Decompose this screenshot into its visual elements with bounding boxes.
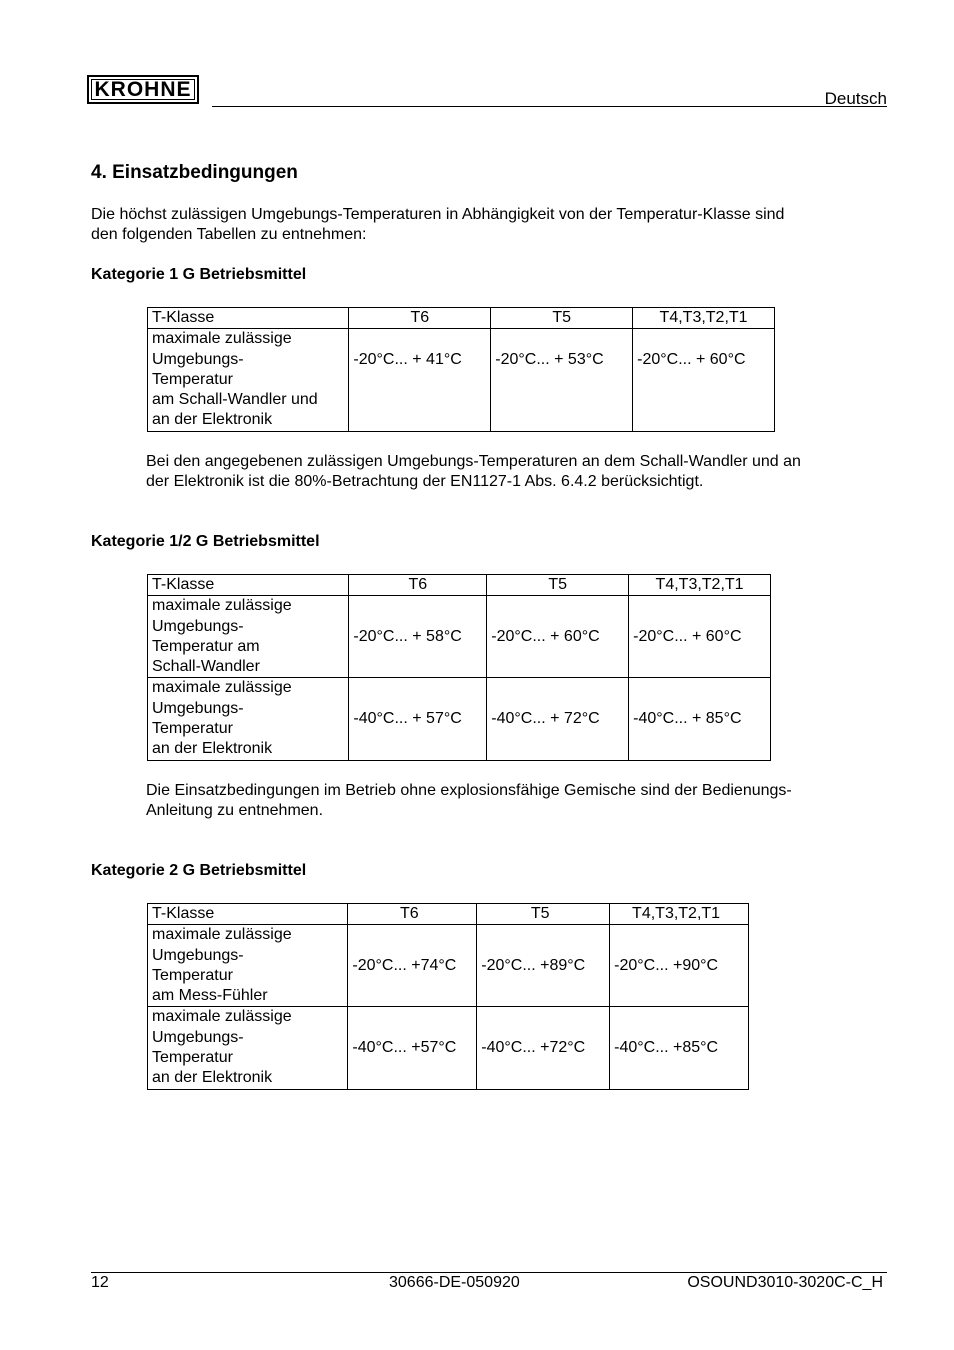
- table-row: [148, 329, 775, 431]
- table-row: [148, 678, 771, 760]
- header-cell: T5: [487, 575, 629, 596]
- category-2-table: [147, 903, 749, 1090]
- header-cell: T5: [477, 904, 610, 925]
- label-line: Temperatur: [152, 720, 233, 738]
- header-cell: T-Klasse: [148, 904, 348, 925]
- header-cell: T-Klasse: [148, 308, 349, 329]
- product-code: OSOUND3010-3020C-C_H: [687, 1274, 883, 1291]
- language-label: Deutsch: [824, 89, 887, 108]
- label-line: an der Elektronik: [152, 411, 273, 429]
- krohne-logo: [87, 75, 199, 104]
- note-line: der Elektronik ist die 80%-Betrachtung der EN1127-1 Abs. 6.4.2 berücksichtigt.: [146, 473, 704, 490]
- label-line: Umgebungs-: [152, 1028, 244, 1046]
- document-code: 30666-DE-050920: [389, 1274, 520, 1291]
- value-cell: -20°C... +74°C: [348, 925, 477, 1007]
- header-cell: T4,T3,T2,T1: [629, 575, 771, 596]
- value-cell: -20°C... + 41°C: [349, 329, 491, 431]
- label-line: maximale zulässige: [152, 926, 292, 944]
- value-cell: -40°C... + 85°C: [629, 678, 771, 760]
- value-cell: -20°C... + 53°C: [491, 329, 633, 431]
- row-label-cell: [148, 1007, 348, 1089]
- label-line: Umgebungs-: [152, 350, 244, 368]
- table-row: [148, 925, 749, 1007]
- category-1-2-note: [146, 781, 881, 821]
- table-header-row: [148, 575, 771, 596]
- label-line: maximale zulässige: [152, 597, 292, 615]
- section-title: 4. Einsatzbedingungen: [91, 162, 298, 183]
- category-1-2-table: [147, 574, 771, 761]
- value-cell: -20°C... +89°C: [477, 925, 610, 1007]
- label-line: an der Elektronik: [152, 1069, 273, 1087]
- label-line: maximale zulässige: [152, 1008, 292, 1026]
- label-line: an der Elektronik: [152, 740, 273, 758]
- category-1-table: [147, 307, 775, 432]
- value-cell: -40°C... + 72°C: [487, 678, 629, 760]
- row-label-cell: [148, 925, 348, 1007]
- value-cell: -20°C... + 60°C: [487, 596, 629, 678]
- label-line: Temperatur: [152, 966, 233, 984]
- value-cell: -40°C... +72°C: [477, 1007, 610, 1089]
- category-1-2-title: Kategorie 1/2 G Betriebsmittel: [91, 533, 320, 550]
- intro-line: Die höchst zulässigen Umgebungs-Temperaturen in Abhängigkeit von der Temperatur-Klasse sind: [91, 206, 785, 223]
- header-rule: [212, 106, 887, 107]
- table-header-row: [148, 308, 775, 329]
- logo-inner-frame: [91, 79, 195, 100]
- intro-paragraph: [91, 205, 881, 245]
- category-1-note: [146, 452, 881, 492]
- value-cell: -20°C... +90°C: [610, 925, 749, 1007]
- label-line: Schall-Wandler: [152, 658, 260, 676]
- label-line: Temperatur: [152, 1049, 233, 1067]
- note-line: Die Einsatzbedingungen im Betrieb ohne explosionsfähige Gemische sind der Bedienungs-: [146, 782, 792, 799]
- value-cell: -40°C... + 57°C: [349, 678, 487, 760]
- header-cell: T-Klasse: [148, 575, 349, 596]
- label-line: am Mess-Fühler: [152, 987, 268, 1005]
- category-1-title: Kategorie 1 G Betriebsmittel: [91, 266, 307, 283]
- page-number: 12: [91, 1274, 109, 1291]
- row-label-cell: [148, 329, 349, 431]
- header-cell: T4,T3,T2,T1: [610, 904, 749, 925]
- header-cell: T4,T3,T2,T1: [633, 308, 775, 329]
- header-cell: T6: [349, 308, 491, 329]
- label-line: Umgebungs-: [152, 699, 244, 717]
- label-line: maximale zulässige: [152, 679, 292, 697]
- note-line: Anleitung zu entnehmen.: [146, 802, 324, 819]
- footer-rule: [91, 1272, 887, 1273]
- note-line: Bei den angegebenen zulässigen Umgebungs-Temperaturen an dem Schall-Wandler und an: [146, 453, 801, 470]
- table-header-row: [148, 904, 749, 925]
- header-cell: T6: [349, 575, 487, 596]
- intro-line: den folgenden Tabellen zu entnehmen:: [91, 226, 367, 243]
- label-line: Umgebungs-: [152, 946, 244, 964]
- category-2-title: Kategorie 2 G Betriebsmittel: [91, 862, 307, 879]
- table-row: [148, 1007, 749, 1089]
- label-line: Temperatur am: [152, 637, 260, 655]
- row-label-cell: [148, 678, 349, 760]
- header-cell: T6: [348, 904, 477, 925]
- table-row: [148, 596, 771, 678]
- label-line: Umgebungs-: [152, 617, 244, 635]
- label-line: am Schall-Wandler und: [152, 391, 318, 409]
- header-cell: T5: [491, 308, 633, 329]
- value-cell: -40°C... +57°C: [348, 1007, 477, 1089]
- label-line: maximale zulässige: [152, 330, 292, 348]
- value-cell: -40°C... +85°C: [610, 1007, 749, 1089]
- row-label-cell: [148, 596, 349, 678]
- value-cell: -20°C... + 60°C: [633, 329, 775, 431]
- value-cell: -20°C... + 60°C: [629, 596, 771, 678]
- label-line: Temperatur: [152, 370, 233, 388]
- value-cell: -20°C... + 58°C: [349, 596, 487, 678]
- logo-text: KROHNE: [94, 77, 192, 101]
